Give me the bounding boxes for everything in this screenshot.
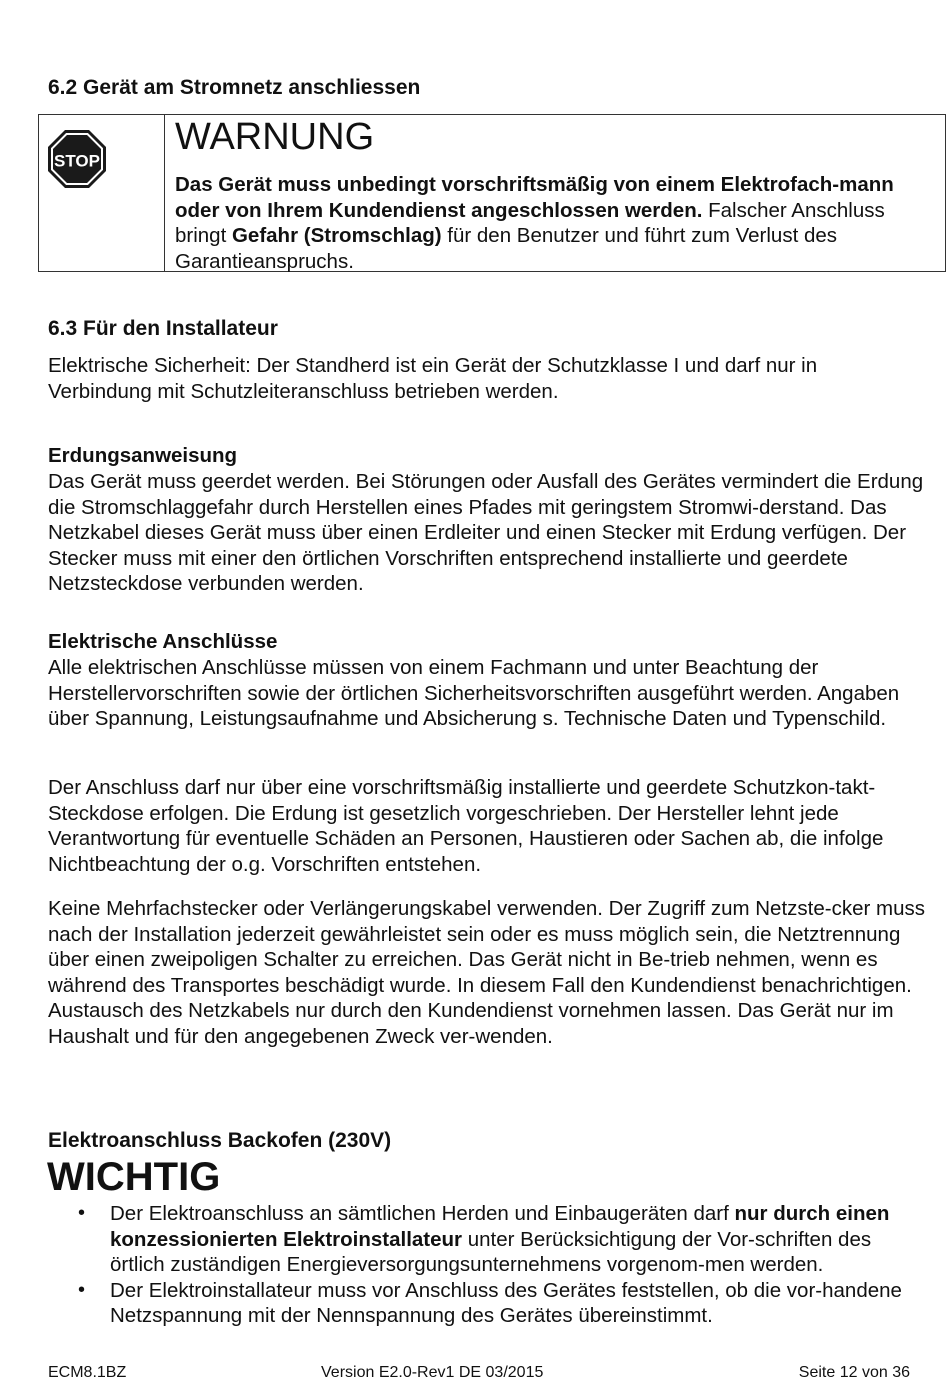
warning-bold-text: Das Gerät muss unbedingt vorschriftsmäßig von einem Elektrofach-mann oder von Ihrem Kundendienst angeschlossen werden. [175,173,894,222]
connections-heading: Elektrische Anschlüsse [48,630,278,653]
bullet-icon: • [78,1202,86,1224]
bullet-icon: • [78,1278,86,1301]
warning-title: WARNUNG [175,116,375,158]
section-62-heading: 6.2 Gerät am Stromnetz anschliessen [48,76,421,99]
warning-text [175,172,925,274]
warning-text-1: Falscher Anschluss bringt [175,198,885,248]
warning-bold-text-2: Gefahr (Stromschlag) [231,224,442,248]
oven-bullet-list [48,1201,908,1329]
footer-model: ECM8.1BZ [48,1364,127,1381]
connections-paragraph-2: Der Anschluss darf nur über eine vorschriftsmäßig installierte und geerdete Schutzkon-takt-Steckdose erfolgen. Die Erdung ist gesetzlich vorgeschrieben. Der Hersteller lehnt jede Verantwortung für eventuelle Schäden an Personen, Haustieren oder Sachen ab, die infolge Nichtbeachtung der o.g. Vorschriften entstehen. [48,776,884,876]
connections-paragraph-1: Alle elektrischen Anschlüsse müssen von einem Fachmann und unter Beachtung der Herstellervorschriften sowie der örtlichen Sicherheitsvorschriften ausgeführt werden. Angaben über Spannung, Leistungsaufnahme und Absicherung s. Technische Daten und Typenschild. [48,656,900,731]
stop-sign-icon [47,129,107,189]
warning-box-divider [164,114,165,272]
warning-text-2: für den Benutzer und führt zum Verlust des Garantieanspruchs. [175,224,838,273]
footer-version: Version E2.0-Rev1 DE 03/2015 [321,1364,544,1381]
list-item: • Der Elektroinstallateur muss vor Anschluss des Gerätes feststellen, ob die vor-handene Netzspannung mit der Nennspannung des Gerätes übereinstimmt. [78,1278,902,1328]
footer-page-number: Seite 12 von 36 [798,1364,910,1381]
oven-heading: Elektroanschluss Backofen (230V) [48,1129,392,1152]
grounding-heading: Erdungsanweisung [48,444,238,467]
section-63-intro: Elektrische Sicherheit: Der Standherd ist ein Gerät der Schutzklasse I und darf nur in Verbindung mit Schutzleiteranschluss betrieben werden. [48,354,818,403]
section-63-heading: 6.3 Für den Installateur [48,317,278,340]
connections-paragraph-3: Keine Mehrfachstecker oder Verlängerungskabel verwenden. Der Zugriff zum Netzste-cker muss nach der Installation jederzeit gewährleistet sein oder es muss möglich sein, die Netztrennung über einen zweipoligen Schalter zu erreichen. Das Gerät nicht in Be-trieb nehmen, wenn es während des Transportes beschädigt wurde. In diesem Fall den Kundendienst benachrichtigen. Austausch des Netzkabels nur durch den Kundendienst vornehmen lassen. Das Gerät nur im Haushalt und für den angegebenen Zweck ver-wenden. [48,897,925,1048]
list-item: • Der Elektroanschluss an sämtlichen Herden und Einbaugeräten darf nur durch einen konzessionierten Elektroinstallateur unter Berücksichtigung der Vor-schriften des örtlich zuständigen Energieversorgungsunternehmens vorgenom-men werden. [78,1202,890,1277]
grounding-text: Das Gerät muss geerdet werden. Bei Störungen oder Ausfall des Gerätes vermindert die Erdung die Stromschlaggefahr durch Herstellen eines Pfades mit geringstem Stromwi-derstand. Das Netzkabel dieses Gerät muss über einen Erdleiter und einen Stecker mit Erdung verfügen. Der Stecker muss mit einer den örtlichen Vorschriften entsprechend installierte und geerdete Netzsteckdose verbunden werden. [48,470,924,596]
svg-text:STOP: STOP [54,151,100,171]
important-title: WICHTIG [47,1155,221,1199]
